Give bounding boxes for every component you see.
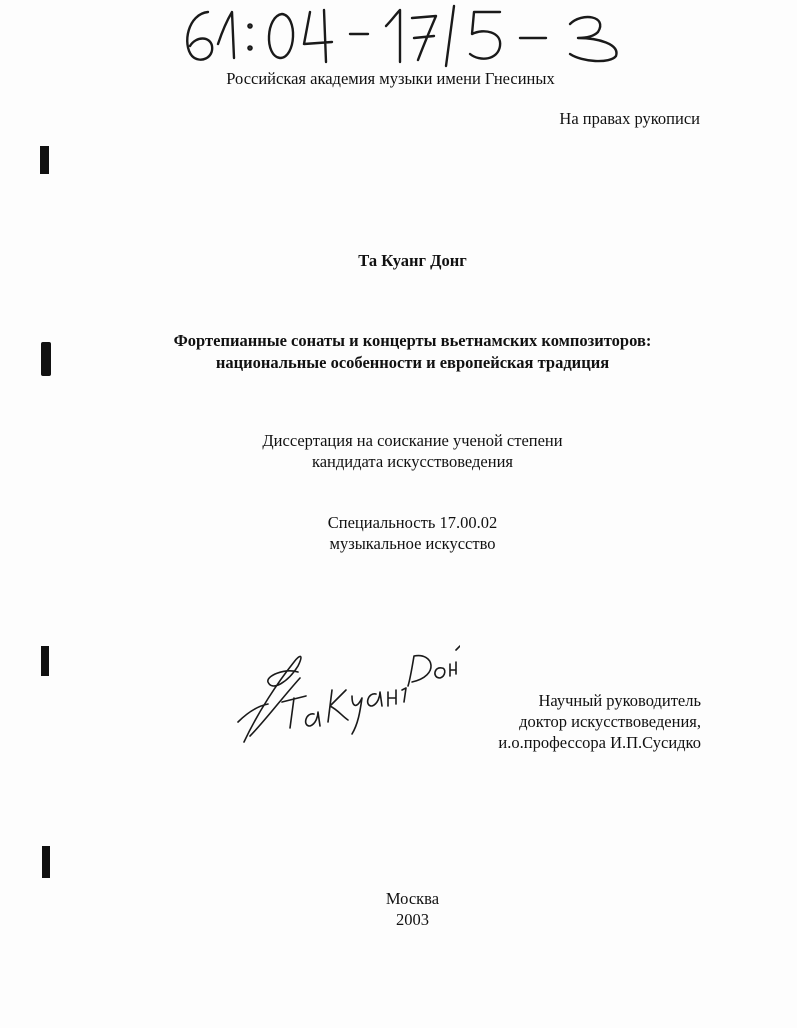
- advisor-name: и.о.профессора И.П.Сусидко: [498, 733, 701, 752]
- scientific-advisor: [498, 690, 701, 753]
- year: 2003: [396, 910, 429, 929]
- specialty-name: музыкальное искусство: [329, 534, 496, 553]
- specialty: [14, 512, 797, 554]
- handwritten-signature: [228, 632, 460, 752]
- rights-note: На правах рукописи: [559, 109, 700, 128]
- advisor-role: Научный руководитель: [538, 691, 701, 710]
- organization-name: Российская академия музыки имени Гнесиных: [226, 69, 555, 88]
- dissertation-title: [14, 330, 797, 374]
- specialty-code: Специальность 17.00.02: [327, 513, 498, 532]
- scan-binding-mark: [42, 846, 50, 878]
- advisor-degree: доктор искусствоведения,: [519, 712, 701, 731]
- degree-line-2: кандидата искусствоведения: [311, 452, 514, 471]
- scan-binding-mark: [41, 646, 49, 676]
- degree-line-1: Диссертация на соискание ученой степени: [262, 431, 563, 450]
- handwritten-archive-code: [178, 4, 638, 68]
- title-line-2: национальные особенности и европейская традиция: [215, 353, 610, 372]
- city: Москва: [385, 889, 440, 908]
- publication-place: [14, 888, 797, 930]
- author-name: Та Куанг Донг: [358, 251, 467, 270]
- title-line-1: Фортепианные сонаты и концерты вьетнамских композиторов:: [173, 331, 652, 350]
- scan-binding-mark: [40, 146, 49, 174]
- degree-statement: [14, 430, 797, 472]
- scan-binding-mark: [41, 342, 51, 376]
